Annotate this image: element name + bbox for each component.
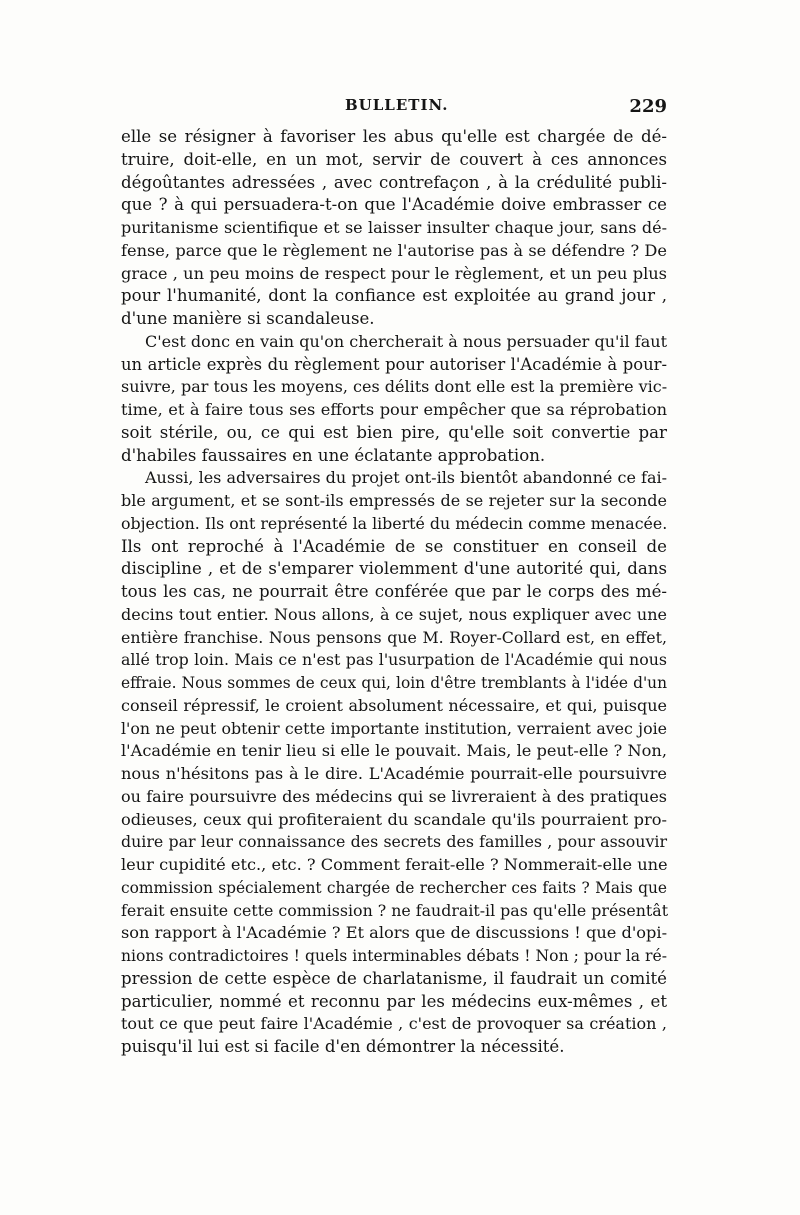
text-line: discipline , et de s'emparer violemment d'une autorité qui, dans [121, 559, 667, 579]
text-line: que ? à qui persuadera-t-on que l'Académie doive embrasser ce [121, 195, 667, 215]
text-line: l'Académie en tenir lieu si elle le pouvait. Mais, le peut-elle ? Non, [121, 741, 667, 761]
text-line: elle se résigner à favoriser les abus qu'elle est chargée de dé- [121, 127, 667, 146]
text-line: odieuses, ceux qui profiteraient du scandale qu'ils pourraient pro- [121, 809, 667, 829]
text-line: puisqu'il lui est si facile d'en démontrer la nécessité. [121, 1037, 565, 1056]
text-line: decins tout entier. Nous allons, à ce sujet, nous expliquer avec une [121, 604, 667, 624]
paragraph-start-line: Aussi, les adversaires du projet ont-ils bientôt abandonné ce fai- [145, 468, 667, 488]
text-line: dégoûtantes adressées , avec contrefaçon , à la crédulité publi- [121, 172, 667, 192]
text-line: grace , un peu moins de respect pour le règlement, et un peu plus [121, 263, 667, 283]
text-line: d'habiles faussaires en une éclatante approbation. [121, 445, 546, 465]
running-title: BULLETIN. [345, 96, 449, 114]
text-line: Ils ont reproché à l'Académie de se constituer en conseil de [121, 536, 667, 556]
text-line: fense, parce que le règlement ne l'autorise pas à se défendre ? De [121, 240, 667, 260]
text-line: particulier, nommé et reconnu par les médecins eux-mêmes , et [121, 991, 667, 1011]
text-line: objection. Ils ont représenté la liberté du médecin comme menacée. [121, 513, 668, 533]
text-line: commission spécialement chargée de rechercher ces faits ? Mais que [121, 878, 667, 897]
text-line: un article exprès du règlement pour autoriser l'Académie à pour- [121, 354, 667, 374]
text-line: entière franchise. Nous pensons que M. Royer-Collard est, en effet, [121, 627, 667, 647]
text-line: tous les cas, ne pourrait être conférée que par le corps des mé- [121, 582, 667, 601]
text-line: ou faire poursuivre des médecins qui se livreraient à des pratiques [121, 786, 667, 806]
body-text [121, 126, 667, 1059]
text-line: ble argument, et se sont-ils empressés de se rejeter sur la seconde [121, 491, 667, 510]
text-line: suivre, par tous les moyens, ces délits dont elle est la première vic- [121, 377, 668, 397]
page-number: 229 [629, 96, 667, 117]
text-line: leur cupidité etc., etc. ? Comment ferait-elle ? Nommerait-elle une [121, 855, 668, 874]
text-line: soit stérile, ou, ce qui est bien pire, qu'elle soit convertie par [121, 422, 667, 442]
text-line: duire par leur connaissance des secrets des familles , pour assouvir [121, 832, 667, 852]
text-line: pour l'humanité, dont la confiance est exploitée au grand jour , [121, 286, 667, 306]
text-line: son rapport à l'Académie ? Et alors que de discussions ! que d'opi- [121, 923, 668, 943]
paragraph-start-line: C'est donc en vain qu'on chercherait à nous persuader qu'il faut [145, 331, 667, 351]
text-line: nions contradictoires ! quels interminables débats ! Non ; pour la ré- [121, 947, 667, 965]
text-line: conseil répressif, le croient absolument nécessaire, et qui, puisque [121, 695, 667, 715]
text-line: time, et à faire tous ses efforts pour empêcher que sa réprobation [121, 400, 667, 419]
text-line: nous n'hésitons pas à le dire. L'Académie pourrait-elle poursuivre [121, 764, 667, 783]
text-line: tout ce que peut faire l'Académie , c'est de provoquer sa création , [121, 1014, 667, 1034]
text-line: puritanisme scientifique et se laisser insulter chaque jour, sans dé- [121, 218, 667, 237]
text-line: effraie. Nous sommes de ceux qui, loin d'être tremblants à l'idée d'un [121, 674, 667, 692]
text-line: allé trop loin. Mais ce n'est pas l'usurpation de l'Académie qui nous [121, 650, 667, 670]
text-line: ferait ensuite cette commission ? ne faudrait-il pas qu'elle présentât [121, 900, 669, 920]
text-line: d'une manière si scandaleuse. [121, 309, 375, 328]
text-line: pression de cette espèce de charlatanisme, il faudrait un comité [121, 968, 667, 988]
text-line: truire, doit-elle, en un mot, servir de couvert à ces annonces [121, 149, 667, 169]
page-header [121, 96, 667, 120]
text-line: l'on ne peut obtenir cette importante institution, verraient avec joie [121, 718, 667, 738]
